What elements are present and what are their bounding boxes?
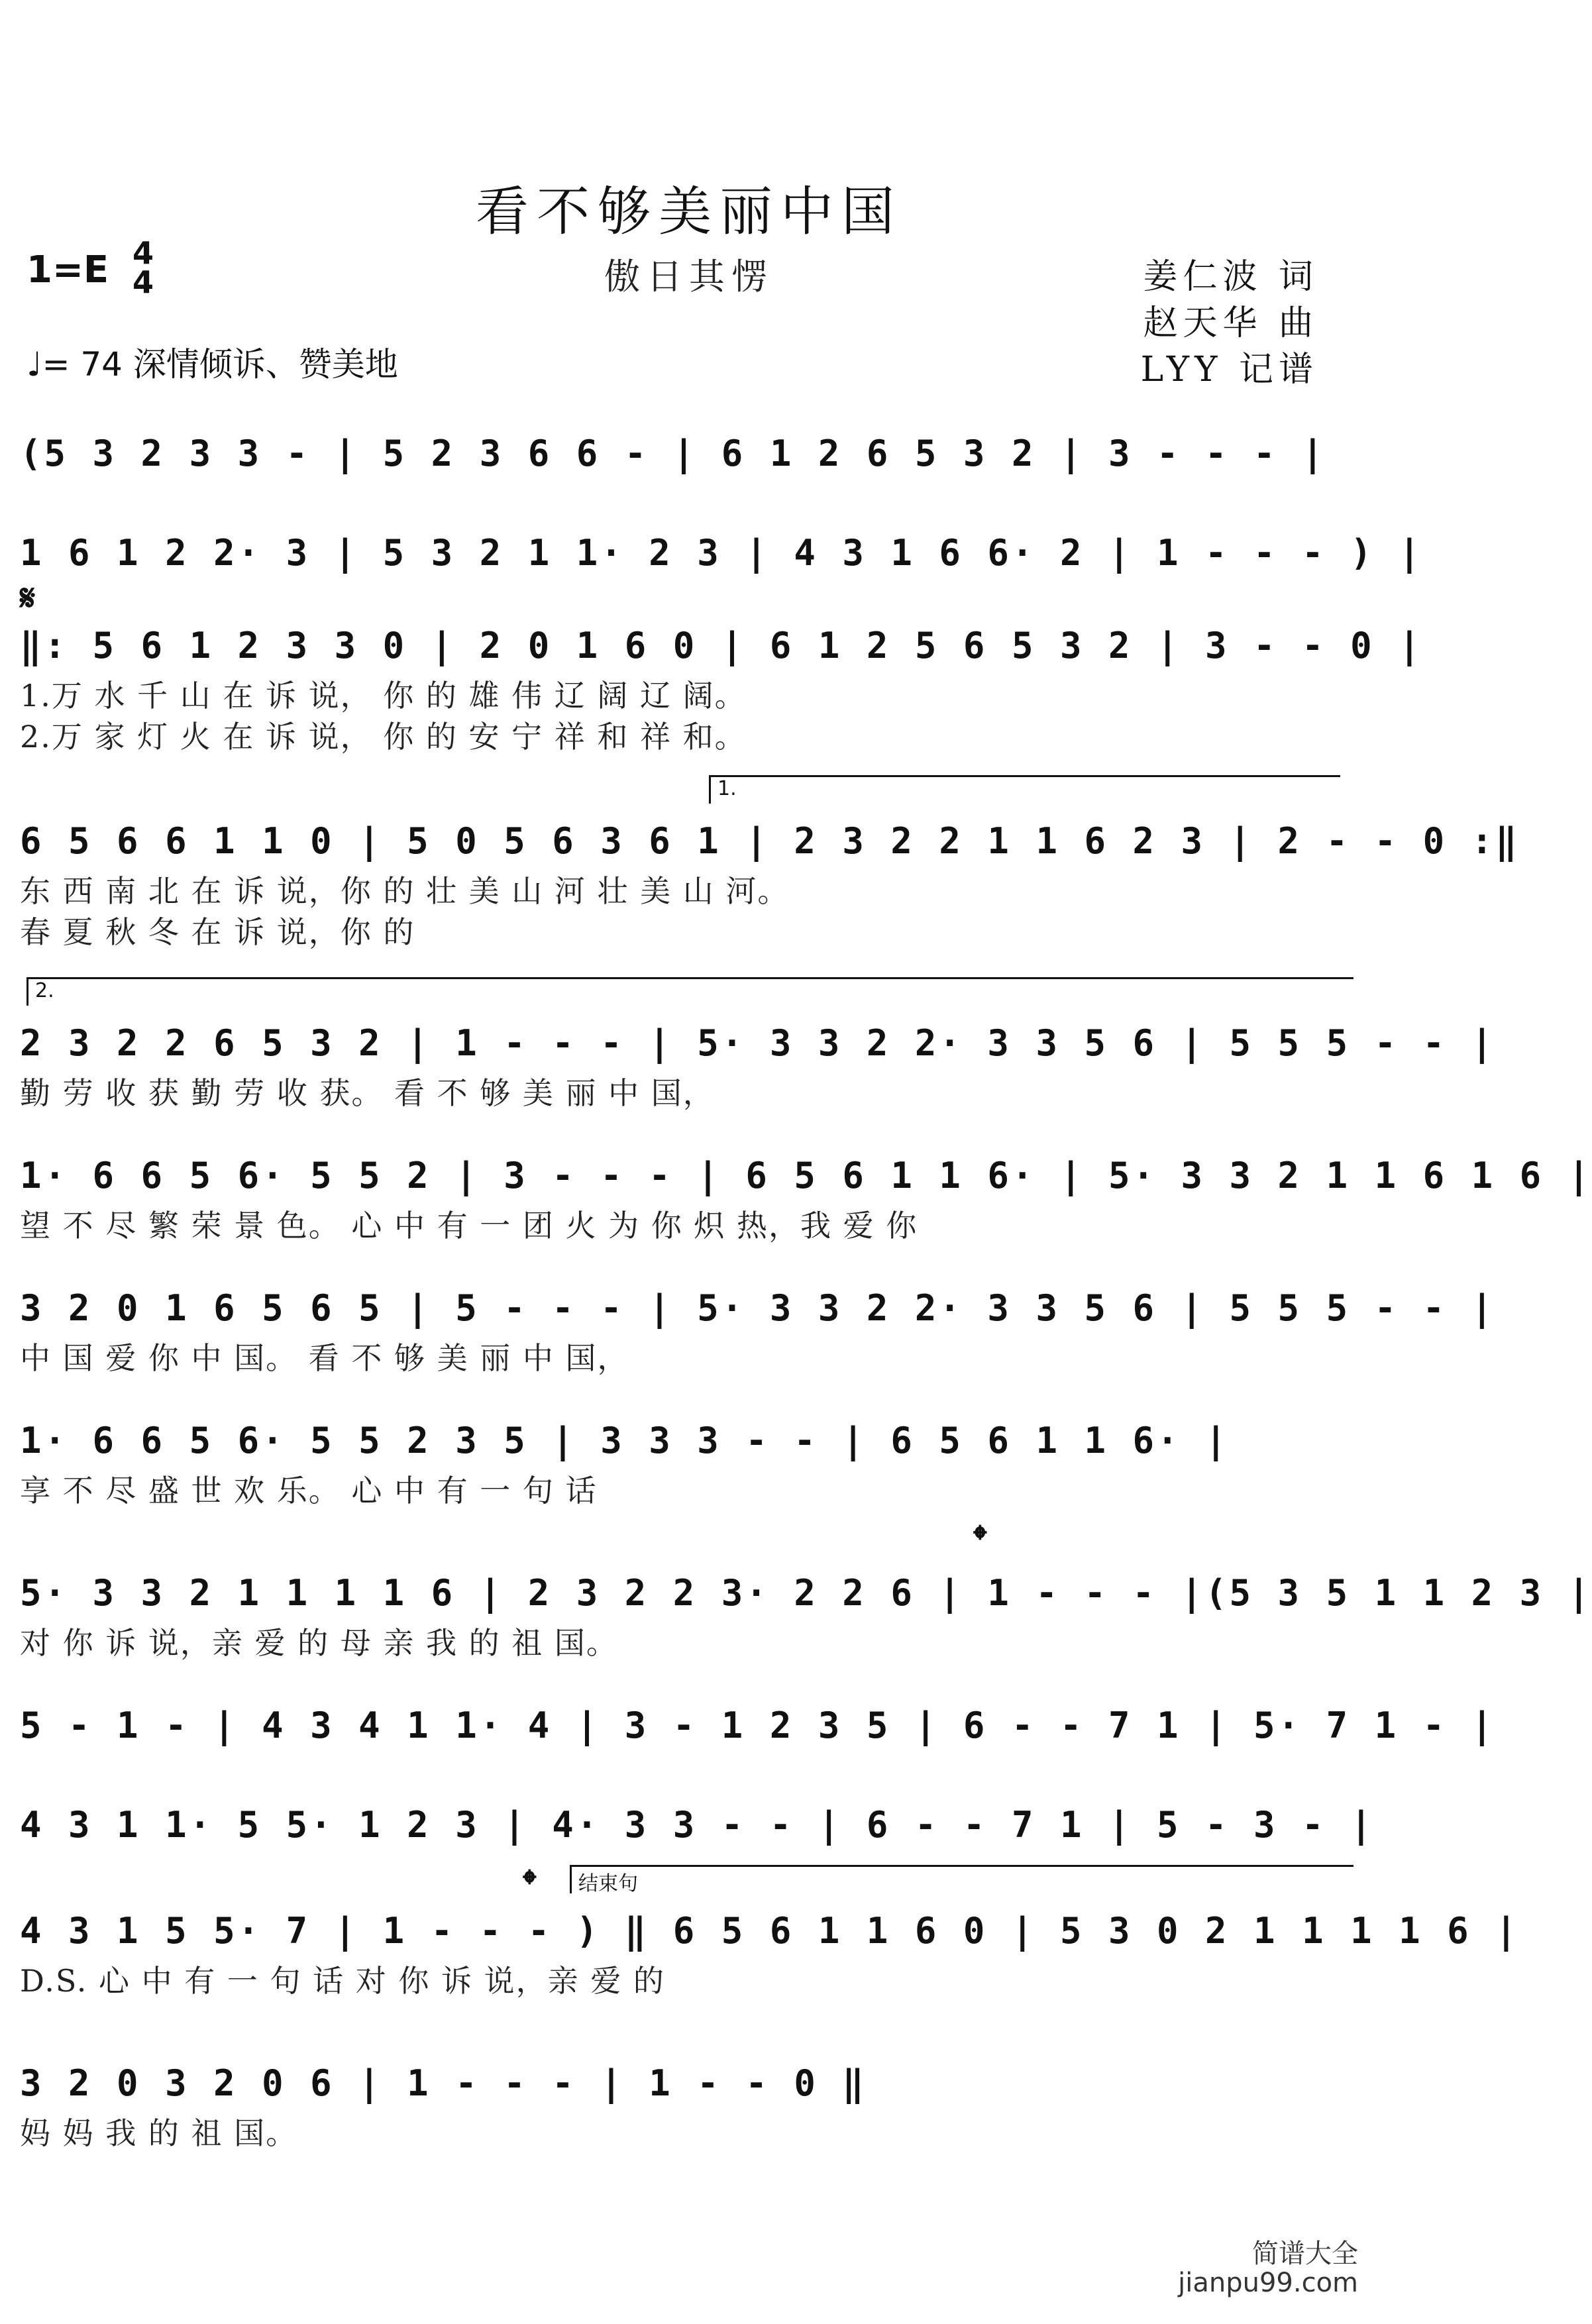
lyric-line: 勤 劳 收 获 勤 劳 收 获。 看 不 够 美 丽 中 国， (20, 1075, 715, 1111)
time-signature (133, 235, 154, 300)
lyric-line: 妈 妈 我 的 祖 国。 (20, 2115, 298, 2151)
notation-row: ‖: 5 6 1 2 3 3 0 | 2 0 1 6 0 | 6 1 2 5 6 5 3 2 | 3 - - 0 | (20, 625, 1423, 666)
segno-icon: 𝄋 (20, 576, 36, 619)
notation-row: 1 6 1 2 2· 3 | 5 3 2 1 1· 2 3 | 4 3 1 6 6· 2 | 1 - - - ) | (20, 532, 1423, 574)
lyric-line: 中 国 爱 你 中 国。 看 不 够 美 丽 中 国， (20, 1340, 629, 1376)
watermark (1178, 2239, 1358, 2298)
lyric-line: D.S. 心 中 有 一 句 话 对 你 诉 说，亲 爱 的 (20, 1963, 665, 1999)
ending-label: 结束句 (578, 1872, 638, 1895)
page-subtitle: 傲日其愣 (604, 256, 774, 297)
tempo-marking: ♩= 74 深情倾诉、赞美地 (27, 345, 398, 384)
page-title: 看不够美丽中国 (476, 181, 902, 242)
notation-row: 1· 6 6 5 6· 5 5 2 3 5 | 3 3 3 - - | 6 5 6 1 1 6· | (20, 1420, 1230, 1461)
volta-2-label: 2. (35, 979, 54, 1002)
notation-row: 3 2 0 1 6 5 6 5 | 5 - - - | 5· 3 3 2 2· 3 3 5 6 | 5 5 5 - - | (20, 1287, 1496, 1329)
lyric-line: 春 夏 秋 冬 在 诉 说，你 的 (20, 914, 415, 950)
volta-2 (27, 977, 1353, 1006)
notation-row: 3 2 0 3 2 0 6 | 1 - - - | 1 - - 0 ‖ (20, 2062, 867, 2104)
coda-icon: 𝄌 (974, 1517, 986, 1559)
lyric-line: 享 不 尽 盛 世 欢 乐。 心 中 有 一 句 话 (20, 1473, 598, 1508)
watermark-url: jianpu99.com (1178, 2268, 1358, 2298)
coda-icon-end: 𝄌 (523, 1862, 536, 1904)
time-top: 4 (133, 235, 154, 271)
notation-row: 2 3 2 2 6 5 3 2 | 1 - - - | 5· 3 3 2 2· 3 3 5 6 | 5 5 5 - - | (20, 1022, 1496, 1064)
lyric-line: 1.万 水 千 山 在 诉 说， 你 的 雄 伟 辽 阔 辽 阔。 (20, 678, 747, 713)
composer-credit: 赵天华 曲 (1143, 303, 1318, 343)
time-bottom: 4 (133, 264, 154, 300)
lyric-line: 东 西 南 北 在 诉 说，你 的 壮 美 山 河 壮 美 山 河。 (20, 873, 790, 909)
notation-row: 1· 6 6 5 6· 5 5 2 | 3 - - - | 6 5 6 1 1 6· | 5· 3 3 2 1 1 6 1 6 | (20, 1155, 1592, 1196)
key-signature: 1=E (27, 248, 109, 291)
lyric-line: 对 你 诉 说，亲 爱 的 母 亲 我 的 祖 国。 (20, 1625, 618, 1661)
transcriber-credit: LYY 记谱 (1140, 350, 1318, 390)
ending-bracket (570, 1865, 1353, 1893)
lyric-line: 望 不 尽 繁 荣 景 色。 心 中 有 一 团 火 为 你 炽 热，我 爱 你 (20, 1208, 918, 1243)
volta-1 (709, 775, 1340, 804)
notation-row: 5 - 1 - | 4 3 4 1 1· 4 | 3 - 1 2 3 5 | 6 - - 7 1 | 5· 7 1 - | (20, 1705, 1496, 1746)
notation-row: 4 3 1 5 5· 7 | 1 - - - ) ‖ 6 5 6 1 1 6 0 | 5 3 0 2 1 1 1 1 6 | (20, 1910, 1520, 1952)
lyricist-credit: 姜仁波 词 (1143, 257, 1318, 297)
notation-row: 6 5 6 6 1 1 0 | 5 0 5 6 3 6 1 | 2 3 2 2 1 1 6 2 3 | 2 - - 0 :‖ (20, 820, 1520, 862)
notation-row: 4 3 1 1· 5 5· 1 2 3 | 4· 3 3 - - | 6 - - 7 1 | 5 - 3 - | (20, 1804, 1375, 1846)
notation-row: 5· 3 3 2 1 1 1 1 6 | 2 3 2 2 3· 2 2 6 | 1 - - - |(5 3 5 1 1 2 3 | (20, 1572, 1592, 1614)
notation-row: (5 3 2 3 3 - | 5 2 3 6 6 - | 6 1 2 6 5 3 2 | 3 - - - | (20, 433, 1326, 474)
volta-1-label: 1. (717, 777, 737, 800)
lyric-line: 2.万 家 灯 火 在 诉 说， 你 的 安 宁 祥 和 祥 和。 (20, 719, 747, 755)
watermark-brand: 简谱大全 (1252, 2239, 1358, 2269)
